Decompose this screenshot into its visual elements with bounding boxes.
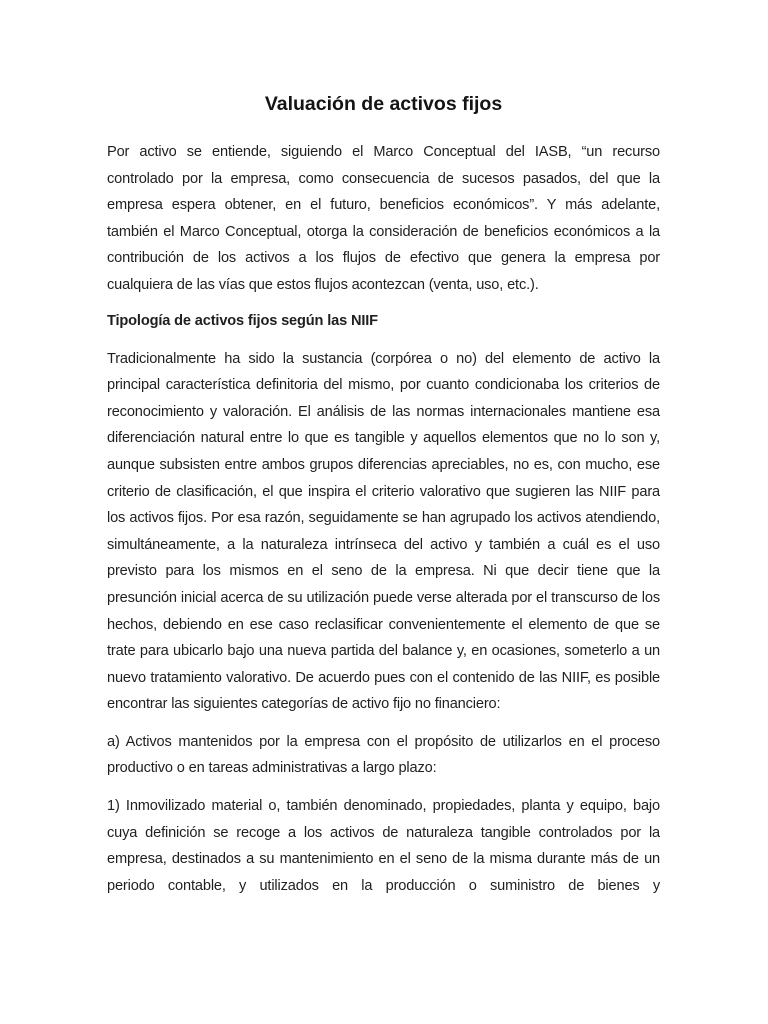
section-body-paragraph: Tradicionalmente ha sido la sustancia (corpórea o no) del elemento de activo la principal característica definitoria del mismo, por cuanto condicionaba los criterios de reconocimiento y valoración. El análisis de las normas internacionales mantiene esa diferenciación natural entre lo que es tangible y aquellos elementos que no lo son y, aunque subsisten entre ambos grupos diferencias apreciables, no es, con mucho, ese criterio de clasificación, el que inspira el criterio valorativo que sugieren las NIIF para los activos fijos. Por esa razón, seguidamente se han agrupado los activos atendiendo, simultáneamente, a la naturaleza intrínseca del activo y también a cuál es el uso previsto para los mismos en el seno de la empresa. Ni que decir tiene que la presunción inicial acerca de su utilización puede verse alterada por el transcurso de los hechos, debiendo en ese caso reclasificar convenientemente el elemento de que se trate para ubicarlo bajo una nueva partida del balance y, en ocasiones, someterlo a un nuevo tratamiento valorativo. De acuerdo pues con el contenido de las NIIF, es posible encontrar las siguientes categorías de activo fijo no financiero: [107, 350, 660, 713]
document-page [107, 92, 660, 910]
section-heading: Tipología de activos fijos según las NIIF [107, 312, 378, 329]
intro-paragraph: Por activo se entiende, siguiendo el Marco Conceptual del IASB, “un recurso controlado por la empresa, como consecuencia de sucesos pasados, del que la empresa espera obtener, en el futuro, beneficios económicos”. Y más adelante, también el Marco Conceptual, otorga la consideración de beneficios económicos a la contribución de los activos a los flujos de efectivo que genera la empresa por cualquiera de las vías que estos flujos acontezcan (venta, uso, etc.). [107, 144, 660, 293]
item-a-paragraph: a) Activos mantenidos por la empresa con el propósito de utilizarlos en el proceso productivo o en tareas administrativas a largo plazo: [107, 733, 660, 777]
document-title: Valuación de activos fijos [264, 93, 503, 115]
item-1-paragraph: 1) Inmovilizado material o, también denominado, propiedades, planta y equipo, bajo cuya definición se recoge a los activos de naturaleza tangible controlados por la empresa, destinados a su mantenimiento en el seno de la misma durante más de un periodo contable, y utilizados en la producción o suministro de bienes y [107, 798, 660, 894]
